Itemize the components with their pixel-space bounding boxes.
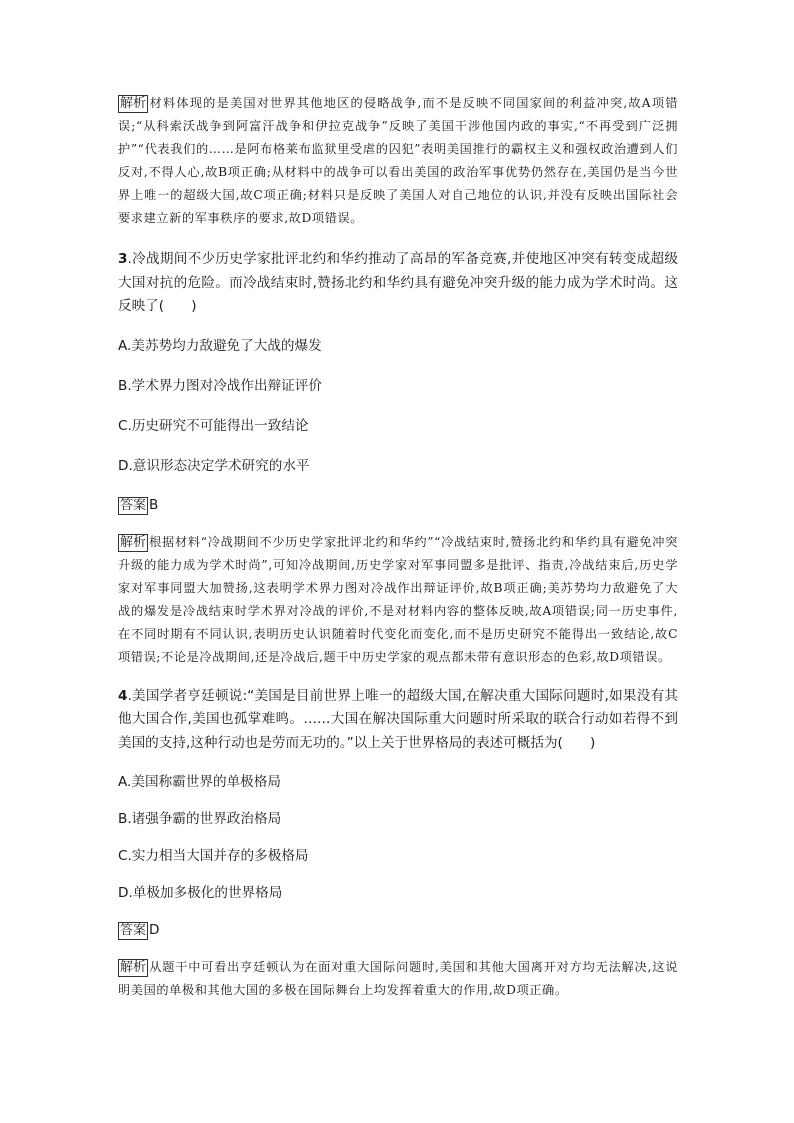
q4-stem [118,685,678,756]
q3-stem-text: .冷战期间不少历史学家批评北约和华约推动了高昂的军备竞赛,并使地区冲突有转变成超级大国对抗的危险。而冷战结束时,赞扬北约和华约具有避免冲突升级的能力成为学术时尚。这反映了( ) [118,251,678,314]
q3-option-b: B.学术界力图对冷战作出辩证评价 [118,377,322,394]
answer-tag: 答案 [120,497,147,513]
q4-stem-text: .美国学者亨廷顿说:“美国是目前世界上唯一的超级大国,在解决重大国际问题时,如果没有其他大国合作,美国也孤掌难鸣。……大国在解决国际重大问题时所采取的联合行动如若得不到美国的支持,这种行动也是劳而无功的。”以上关于世界格局的表述可概括为( ) [118,687,678,751]
q3-analysis-text: 根据材料“冷战期间不少历史学家批评北约和华约”“冷战结束时,赞扬北约和华约具有避免冲突升级的能力成为学术时尚”,可知冷战期间,历史学家对军事同盟多是批评、指责,冷战结束后,历史学家对军事同盟大加赞扬,这表明学术界力图对冷战作出辩证评价,故B项正确;美苏势均力敌避免了大战的爆发是冷战结束时学术界对冷战的评价,不是对材料内容的整体反映,故A项错误;同一历史事件,在不同时期有不同认识,表明历史认识随着时代变化而变化,而不是历史研究不能得出一致结论,故C项错误;不论是冷战期间,还是冷战后,题干中历史学家的观点都未带有意识形态的色彩,故D项错误。 [118,534,678,664]
q4-number: 4 [118,687,128,704]
analysis-tag: 解析 [120,960,147,975]
analysis-tag: 解析 [120,96,147,111]
document-page [118,92,678,1002]
q4-option-a: A.美国称霸世界的单极格局 [118,774,281,790]
q3-answer [118,495,678,515]
analysis-tag: 解析 [120,534,147,550]
q3-option-d: D.意识形态决定学术研究的水平 [118,457,310,474]
q4-analysis [118,956,678,1002]
q3-number: 3 [118,251,128,267]
q3-analysis [118,531,678,669]
q3-answer-value: B [149,496,159,513]
q2-analysis [118,92,678,230]
q4-option-d: D.单极加多极化的世界格局 [118,885,283,901]
q2-analysis-text: 材料体现的是美国对世界其他地区的侵略战争,而不是反映不同国家间的利益冲突,故A项错误;“从科索沃战争到阿富汗战争和伊拉克战争”反映了美国干涉他国内政的事实,“不再受到广泛拥护”“代表我们的……是阿布格莱布监狱里受虐的囚犯”表明美国推行的霸权主义和强权政治遭到人们反对,不得人心,故B项正确;从材料中的战争可以看出美国的政治军事优势仍然存在,美国仍是当今世界上唯一的超级大国,故C项正确;材料只是反映了美国人对自己地位的认识,并没有反映出国际社会要求建立新的军事秩序的要求,故D项错误。 [118,96,678,225]
q3-option-a: A.美苏势均力敌避免了大战的爆发 [118,337,322,354]
q4-analysis-text: 从题干中可看出亨廷顿认为在面对重大国际问题时,美国和其他大国离开对方均无法解决,这说明美国的单极和其他大国的多极在国际舞台上均发挥着重大的作用,故D项正确。 [118,960,678,997]
answer-tag: 答案 [120,923,147,938]
q3-stem [118,248,678,319]
q4-answer [118,920,678,940]
q4-option-b: B.诸强争霸的世界政治格局 [118,811,282,827]
q4-answer-value: D [149,922,160,938]
q4-option-c: C.实力相当大国并存的多极格局 [118,848,309,864]
q3-option-c: C.历史研究不可能得出一致结论 [118,417,309,434]
